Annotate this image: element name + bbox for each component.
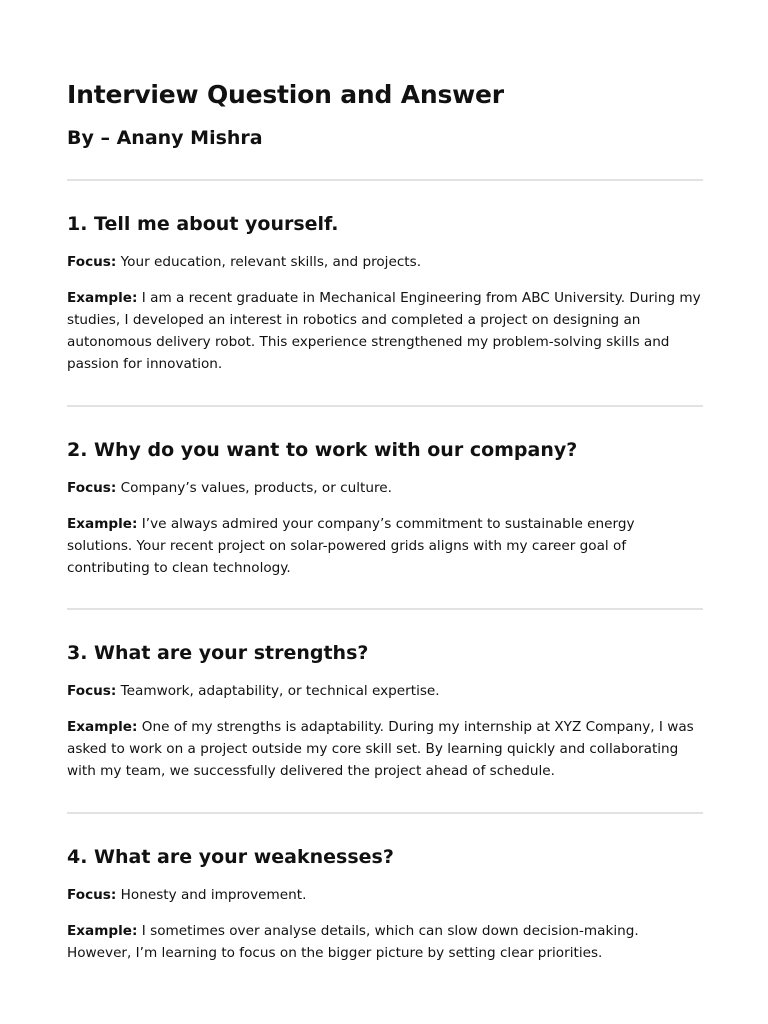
- focus-label: Focus:: [67, 480, 117, 496]
- example-text: [67, 716, 703, 782]
- example-label: Example:: [67, 923, 138, 939]
- section-divider: [67, 812, 703, 814]
- example-value: I’ve always admired your company’s commitment to sustainable energy solutions. Your recent project on solar-powered grids aligns with my career goal of contributing to clean technology.: [67, 516, 635, 576]
- question-title: 3. What are your strengths?: [67, 642, 369, 664]
- example-label: Example:: [67, 516, 138, 532]
- example-text: [67, 920, 703, 964]
- section-divider: [67, 179, 703, 181]
- example-value: I am a recent graduate in Mechanical Engineering from ABC University. During my studies, I developed an interest in robotics and completed a project on designing an autonomous delivery robot. This experience strengthened my problem-solving skills and passion for innovation.: [67, 290, 701, 372]
- focus-value: Teamwork, adaptability, or technical expertise.: [120, 683, 440, 699]
- document-author: By – Anany Mishra: [67, 127, 263, 149]
- focus-label: Focus:: [67, 254, 117, 270]
- example-value: One of my strengths is adaptability. During my internship at XYZ Company, I was asked to work on a project outside my core skill set. By learning quickly and collaborating with my team, we successfully delivered the project ahead of schedule.: [67, 719, 694, 779]
- question-block-2: [67, 437, 703, 579]
- focus-label: Focus:: [67, 683, 117, 699]
- example-text: [67, 513, 703, 579]
- section-divider: [67, 608, 703, 610]
- focus-text: [67, 477, 703, 499]
- focus-value: Your education, relevant skills, and projects.: [120, 254, 422, 270]
- document-title: Interview Question and Answer: [67, 80, 504, 109]
- focus-text: [67, 884, 703, 906]
- question-title: 4. What are your weaknesses?: [67, 846, 394, 868]
- example-label: Example:: [67, 290, 138, 306]
- example-label: Example:: [67, 719, 138, 735]
- question-title: 1. Tell me about yourself.: [67, 213, 339, 235]
- focus-text: [67, 251, 703, 273]
- focus-value: Company’s values, products, or culture.: [120, 480, 392, 496]
- focus-text: [67, 680, 703, 702]
- question-block-4: [67, 844, 703, 964]
- section-divider: [67, 405, 703, 407]
- focus-value: Honesty and improvement.: [120, 887, 307, 903]
- example-text: [67, 287, 703, 375]
- question-title: 2. Why do you want to work with our company?: [67, 439, 578, 461]
- example-value: I sometimes over analyse details, which can slow down decision-making. However, I’m learning to focus on the bigger picture by setting clear priorities.: [67, 923, 639, 961]
- focus-label: Focus:: [67, 887, 117, 903]
- question-block-1: [67, 211, 703, 375]
- question-block-3: [67, 640, 703, 782]
